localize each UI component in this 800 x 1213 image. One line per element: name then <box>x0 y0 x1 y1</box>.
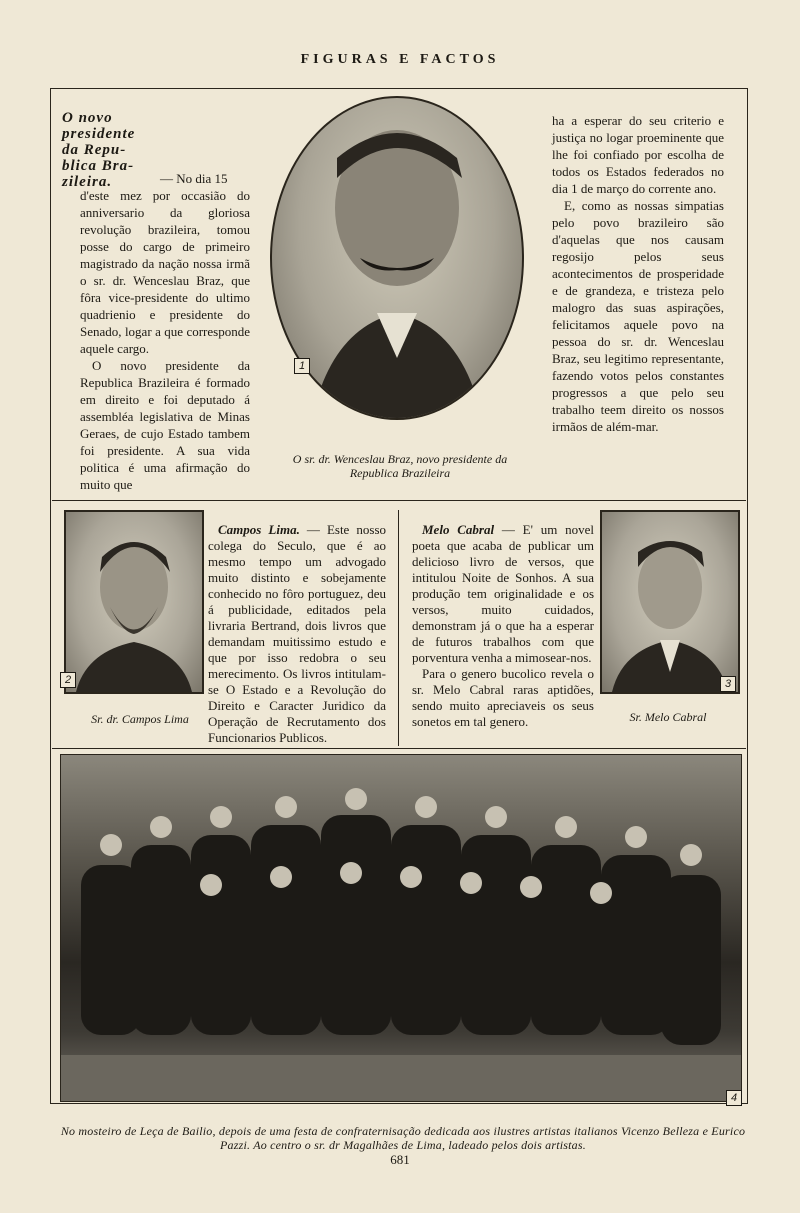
campos-lima-caption: Sr. dr. Campos Lima <box>91 712 189 726</box>
section-body: — E' um novel poeta que acaba de publicar um delicioso livro de versos, que intitulou Noite de Sonhos. A sua produção tem originalidade e os versos, muito cuidados, demonstram já o que ha a esperar de futuros trabalhos com que porventura venha a mimosear-nos. <box>412 522 595 665</box>
page-header: FIGURAS E FACTOS <box>300 52 500 67</box>
section-body: Para o genero bucolico revela o sr. Melo Cabral raras aptidões, sendo muito apreciaveis os seus sonetos em tal genero. <box>412 666 594 729</box>
title-line: O novo <box>62 110 113 126</box>
photo-number-badge: 1 <box>294 358 310 374</box>
article-paragraph: E, como as nossas simpatias pelo povo brazileiro são d'aquelas que nos causam regosijo pelos seus acontecimentos de prosperidade e de grandeza, e tristeza pelo malogro das suas aspirações, felicitamos aquele povo na pessoa do sr. dr. Wenceslau Braz, seu legitimo representante, fazendo votos pelos constantes progressos a que pelo seu trabalho teem direito os nossos irmãos de além-mar. <box>552 198 724 434</box>
title-line: zileira. <box>62 174 113 190</box>
section-body: — Este nosso colega do Seculo, que é ao mesmo tempo um advogado muito distinto e sobejamente conhecido no fôro portuguez, deu á publicidade, editados pela livraria Bertrand, dois livros que demandam muitissimo estudo e que por isso redobra o seu merecimento. Os livros intitulam-se O Estado e a Revolução do Direito e Caracter Juridico da Operação de Recrutamento dos Funcionarios Publicos. <box>208 522 387 745</box>
title-line: presidente <box>62 126 136 142</box>
campos-lima-article <box>208 522 386 746</box>
article-paragraph: ha a esperar do seu criterio e justiça no logar proeminente que lhe foi confiado por escolha de todos os Estados federados no dia 1 de março do corrente ano. <box>552 113 724 196</box>
divider-bottom <box>52 748 746 749</box>
photo-number-badge: 4 <box>726 1090 742 1106</box>
article-column-2 <box>552 112 724 435</box>
section-title: Melo Cabral <box>422 522 495 537</box>
group-photograph <box>60 754 742 1102</box>
photo-number-badge: 3 <box>720 676 736 692</box>
campos-lima-photo <box>64 510 204 694</box>
article-column-1 <box>80 187 250 493</box>
article-paragraph: O novo presidente da Republica Brazileira é formado em direito e foi deputado á assembléa legislativa de Minas Geraes, de cujo Estado tambem foi presidente. A sua vida politica é uma afirmação do muito que <box>80 358 250 492</box>
melo-cabral-caption: Sr. Melo Cabral <box>629 710 707 724</box>
title-line: blica Bra- <box>62 158 135 174</box>
portrait-figure <box>602 512 738 692</box>
melo-cabral-photo <box>600 510 740 694</box>
lead-fragment: — No dia 15 <box>160 171 228 186</box>
group-figures <box>61 755 741 1101</box>
melo-cabral-article <box>412 522 594 730</box>
portrait-figure <box>66 512 202 692</box>
article-paragraph: d'este mez por occasião do anniversario da gloriosa revolução brazileira, tomou posse do cargo de primeiro magistrado da nação nossa irmã o sr. dr. Wenceslau Braz, que fôra vice-presidente do ultimo quadrienio e presidente do Senado, logar a que corresponde aquele cargo. <box>80 188 250 356</box>
page-number: 681 <box>390 1152 410 1167</box>
photo-number-badge: 2 <box>60 672 76 688</box>
portrait-caption: O sr. dr. Wenceslau Braz, novo presidente da Republica Brazileira <box>292 452 508 480</box>
title-line: da Repu- <box>62 142 127 158</box>
column-divider <box>398 510 399 746</box>
section-title: Campos Lima. <box>218 522 300 537</box>
group-caption: No mosteiro de Leça de Bailio, depois de uma festa de confraternisação dedicada aos ilustres artistas italianos Vicenzo Belleza e Eurico Pazzi. Ao centro o sr. dr Magalhães de Lima, ladeado pelos dois artistas. <box>60 1124 746 1152</box>
divider-top <box>52 500 746 501</box>
